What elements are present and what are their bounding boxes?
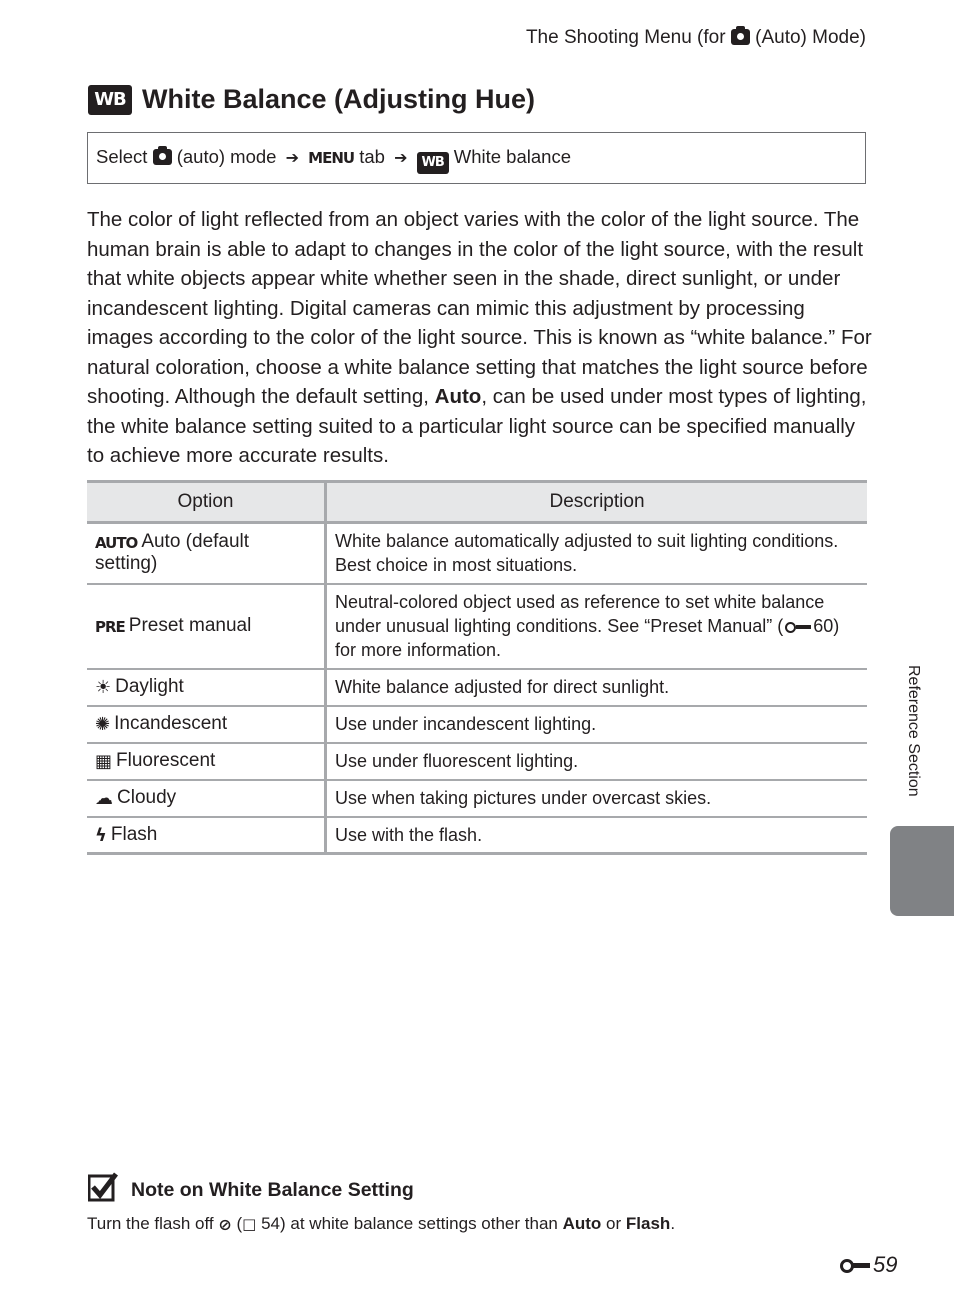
note-bold-flash: Flash (625, 1214, 671, 1233)
option-cell (87, 669, 326, 706)
intro-paragraph (87, 205, 872, 471)
column-header-description: Description (326, 482, 868, 523)
camera-auto-icon (731, 29, 750, 45)
page-title (88, 84, 535, 115)
menu-path-select: Select (96, 146, 148, 167)
option-cell (87, 706, 326, 743)
note-bold-auto: Auto (562, 1214, 602, 1233)
section-tab (890, 826, 954, 916)
option-label: Incandescent (114, 713, 228, 734)
note-text: Turn the flash off (87, 1214, 214, 1233)
note-title: Note on White Balance Setting (131, 1179, 414, 1201)
table-row (87, 780, 867, 817)
camera-auto-icon (153, 149, 172, 165)
running-header (526, 27, 866, 49)
description-ref: 60 (813, 616, 834, 636)
table-row (87, 669, 867, 706)
auto-wb-icon: AUTO (95, 534, 138, 553)
daylight-icon: ☀ (95, 677, 112, 698)
flash-off-icon: ⊘ (218, 1215, 232, 1234)
options-table (87, 480, 867, 855)
arrow-right-icon: ➔ (285, 148, 299, 167)
note-text-mid: ) at white balance settings other than (280, 1214, 558, 1233)
table-row (87, 584, 867, 669)
description-cell: Use under fluorescent lighting. (326, 743, 868, 780)
description-cell: Use with the flash. (326, 817, 868, 854)
table-header-row (87, 482, 867, 523)
arrow-right-icon: ➔ (394, 148, 408, 167)
table-row (87, 817, 867, 854)
checkmark-note-icon (88, 1172, 118, 1202)
option-label: Flash (110, 823, 158, 845)
table-row (87, 743, 867, 780)
menu-path-auto-mode: (auto) mode (176, 146, 277, 167)
description-text-end: ) for more information. (335, 616, 840, 660)
table-row (87, 523, 867, 584)
book-ref-icon: □ (242, 1215, 257, 1233)
option-cell (87, 523, 326, 584)
page-number (840, 1252, 897, 1278)
option-cell (87, 584, 326, 669)
option-label: Preset manual (128, 615, 252, 636)
reference-section-icon (840, 1258, 870, 1272)
page-title-text: White Balance (Adjusting Hue) (142, 84, 536, 114)
menu-path-white-balance: White balance (453, 146, 571, 167)
option-cell (87, 817, 326, 854)
note-or: or (606, 1214, 622, 1233)
description-cell: Use when taking pictures under overcast skies. (326, 780, 868, 817)
table-row (87, 706, 867, 743)
intro-text-end: , can be used under most types of lighting, the white balance setting suited to a particular light source can be specified manually to achieve more accurate results. (87, 385, 867, 467)
reference-section-icon (785, 621, 811, 633)
option-label: Cloudy (117, 787, 177, 808)
running-header-text-post: (Auto) Mode) (755, 27, 866, 48)
menu-path-box (87, 132, 866, 184)
note-ref-page: 54 (261, 1214, 281, 1233)
page-number-text: 59 (873, 1252, 898, 1277)
intro-text: The color of light reflected from an object varies with the color of the light source. The human brain is able to adapt to changes in the color of the light source, with the result that white objects appear white whether seen in the shade, direct sunlight, or under incandescent lighting. Digital cameras can mimic this adjustment by processing images according to the color of the light source. This is known as “white balance.” For natural coloration, choose a white balance setting that matches the light source before shooting. Although the default setting, (87, 208, 872, 408)
option-label: Auto (default setting) (95, 531, 250, 575)
description-cell: White balance automatically adjusted to suit lighting conditions. Best choice in most situations. (326, 523, 868, 584)
flash-icon: ϟ (95, 824, 107, 846)
description-cell: White balance adjusted for direct sunlight. (326, 669, 868, 706)
note-end: . (670, 1214, 676, 1233)
option-label: Fluorescent (116, 750, 216, 771)
option-cell (87, 743, 326, 780)
menu-path-tab: tab (359, 146, 385, 167)
column-header-option: Option (87, 482, 326, 523)
option-label: Daylight (115, 676, 184, 697)
description-cell (326, 584, 868, 669)
description-cell: Use under incandescent lighting. (326, 706, 868, 743)
white-balance-icon: WB (88, 85, 132, 115)
note-body: Turn the flash off ⊘ (□ 54) at white balance settings other than Auto or Flash. (87, 1214, 676, 1234)
menu-icon: MENU (308, 149, 355, 167)
side-tab-label: Reference Section (905, 665, 922, 797)
description-text: Neutral-colored object used as reference to set white balance under unusual lighting conditions. See “Preset Manual” ( (335, 592, 825, 636)
fluorescent-icon: ▦ (95, 751, 113, 772)
preset-wb-icon: PRE (95, 618, 125, 636)
cloudy-icon: ☁ (95, 788, 113, 809)
incandescent-icon: ✺ (95, 714, 111, 735)
running-header-text-pre: The Shooting Menu (for (525, 27, 726, 48)
intro-bold-auto: Auto (434, 385, 482, 408)
option-cell (87, 780, 326, 817)
white-balance-icon: WB (417, 152, 449, 174)
